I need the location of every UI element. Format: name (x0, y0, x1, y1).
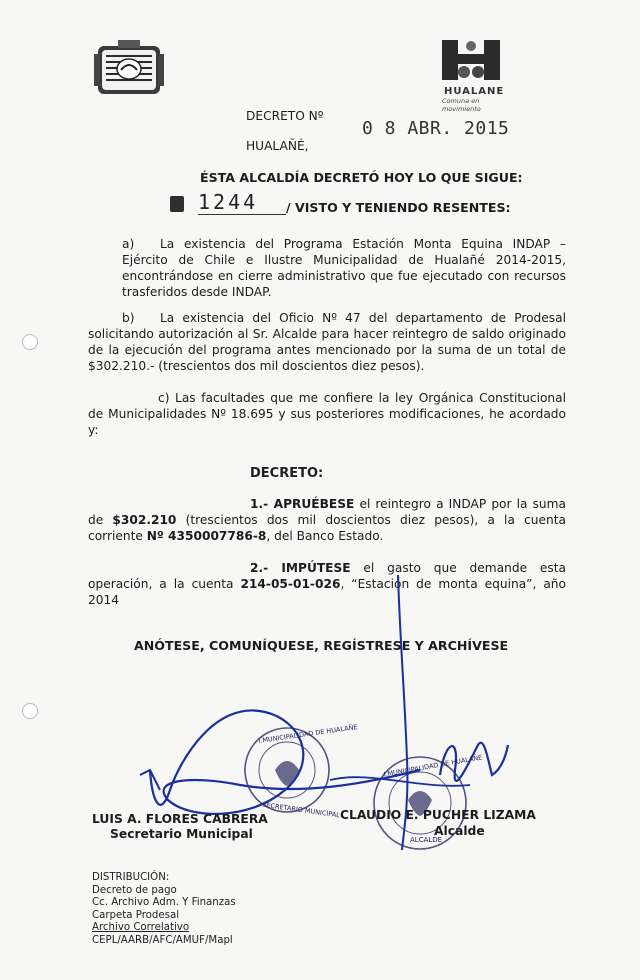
alcalde-title: Alcalde (434, 824, 485, 838)
distribution-item: Cc. Archivo Adm. Y Finanzas (92, 897, 236, 908)
point-2-number: 2.- (250, 561, 282, 575)
place-label: HUALAÑÉ, (246, 139, 309, 153)
visto-a-text: La existencia del Programa Estación Monta Equina INDAP – Ejército de Chile e Ilustre Municipalidad de Hualañé 2014-2015, encontrándose en cierre administrativo que fue ejecutado con recursos trasferidos desde INDAP. (122, 237, 566, 299)
stamp-right-top: I.MUNICIPALIDAD DE HUALAÑE (383, 753, 483, 779)
distribution-item: Decreto de pago (92, 884, 177, 896)
date-stamp: 0 8 ABR. 2015 (362, 118, 510, 139)
visto-heading: / VISTO Y TENIENDO RESENTES: (286, 200, 511, 215)
visto-c-text: c) Las facultades que me confiere la ley Orgánica Constitucional de Municipalidades Nº 18.695 y sus posteriores modificaciones, he acordado y: (88, 391, 566, 437)
logo-tagline: Comuna en movimiento (442, 97, 481, 113)
point-1-text-a: el reintegro a INDAP por la suma de (88, 497, 566, 527)
alcalde-name: CLAUDIO E. PUCHER LIZAMA (340, 808, 536, 822)
distribution-title: DISTRIBUCIÓN: (92, 872, 170, 883)
point-2-account: 214-05-01-026 (240, 577, 341, 591)
secretario-name: LUIS A. FLORES CABRERA (92, 812, 268, 826)
stamp-left-top: I.MUNICIPALIDAD DE HUALAÑE (257, 723, 359, 745)
point-1-text-c: , del Banco Estado. (266, 529, 384, 543)
point-2-verb: IMPÚTESE (281, 561, 351, 575)
secretario-title: Secretario Municipal (110, 827, 253, 841)
decree-number-handwritten: 1244 (198, 190, 286, 215)
distribution-list (92, 872, 236, 947)
visto-b-text: La existencia del Oficio Nº 47 del departamento de Prodesal solicitando autorización al Sr. Alcalde para hacer reintegro de saldo originado de la ejecución del programa antes mencionado por la suma de un total de $302.210.- (trescientos dos mil doscientos diez pesos). (88, 311, 566, 373)
point-1-number: 1.- (250, 497, 274, 511)
closing-formula: ANÓTESE, COMUNÍQUESE, REGÍSTRESE Y ARCHÍVESE (134, 638, 509, 653)
point-1-account: Nº 4350007786-8 (146, 529, 267, 543)
point-1-amount: $302.210 (112, 513, 177, 527)
decreto-number-label: DECRETO Nº (246, 109, 324, 123)
visto-b-label: b) (122, 311, 135, 325)
distribution-item: CEPL/AARB/AFC/AMUF/Mapl (92, 934, 233, 946)
point-2-text-a: el gasto que demande esta operación, a la cuenta (88, 561, 566, 591)
decree-heading: ÉSTA ALCALDÍA DECRETÓ HOY LO QUE SIGUE: (200, 170, 523, 185)
point-1-verb: APRUÉBESE (273, 497, 355, 511)
distribution-item: Archivo Correlativo (92, 922, 190, 933)
decreto-heading: DECRETO: (250, 466, 324, 481)
point-1-text-b: (trescientos dos mil doscientos diez pesos), a la cuenta corriente (88, 513, 566, 543)
point-2-text-b: , “Estación de monta equina”, año 2014 (88, 577, 566, 607)
stamp-left-bottom: SECRETARIO MUNICIPAL (261, 800, 341, 820)
logo-text: HUALANE (444, 86, 505, 97)
distribution-item: Carpeta Prodesal (92, 909, 180, 921)
visto-a-label: a) (122, 237, 135, 251)
stamp-right-bottom: ALCALDE (410, 836, 443, 844)
